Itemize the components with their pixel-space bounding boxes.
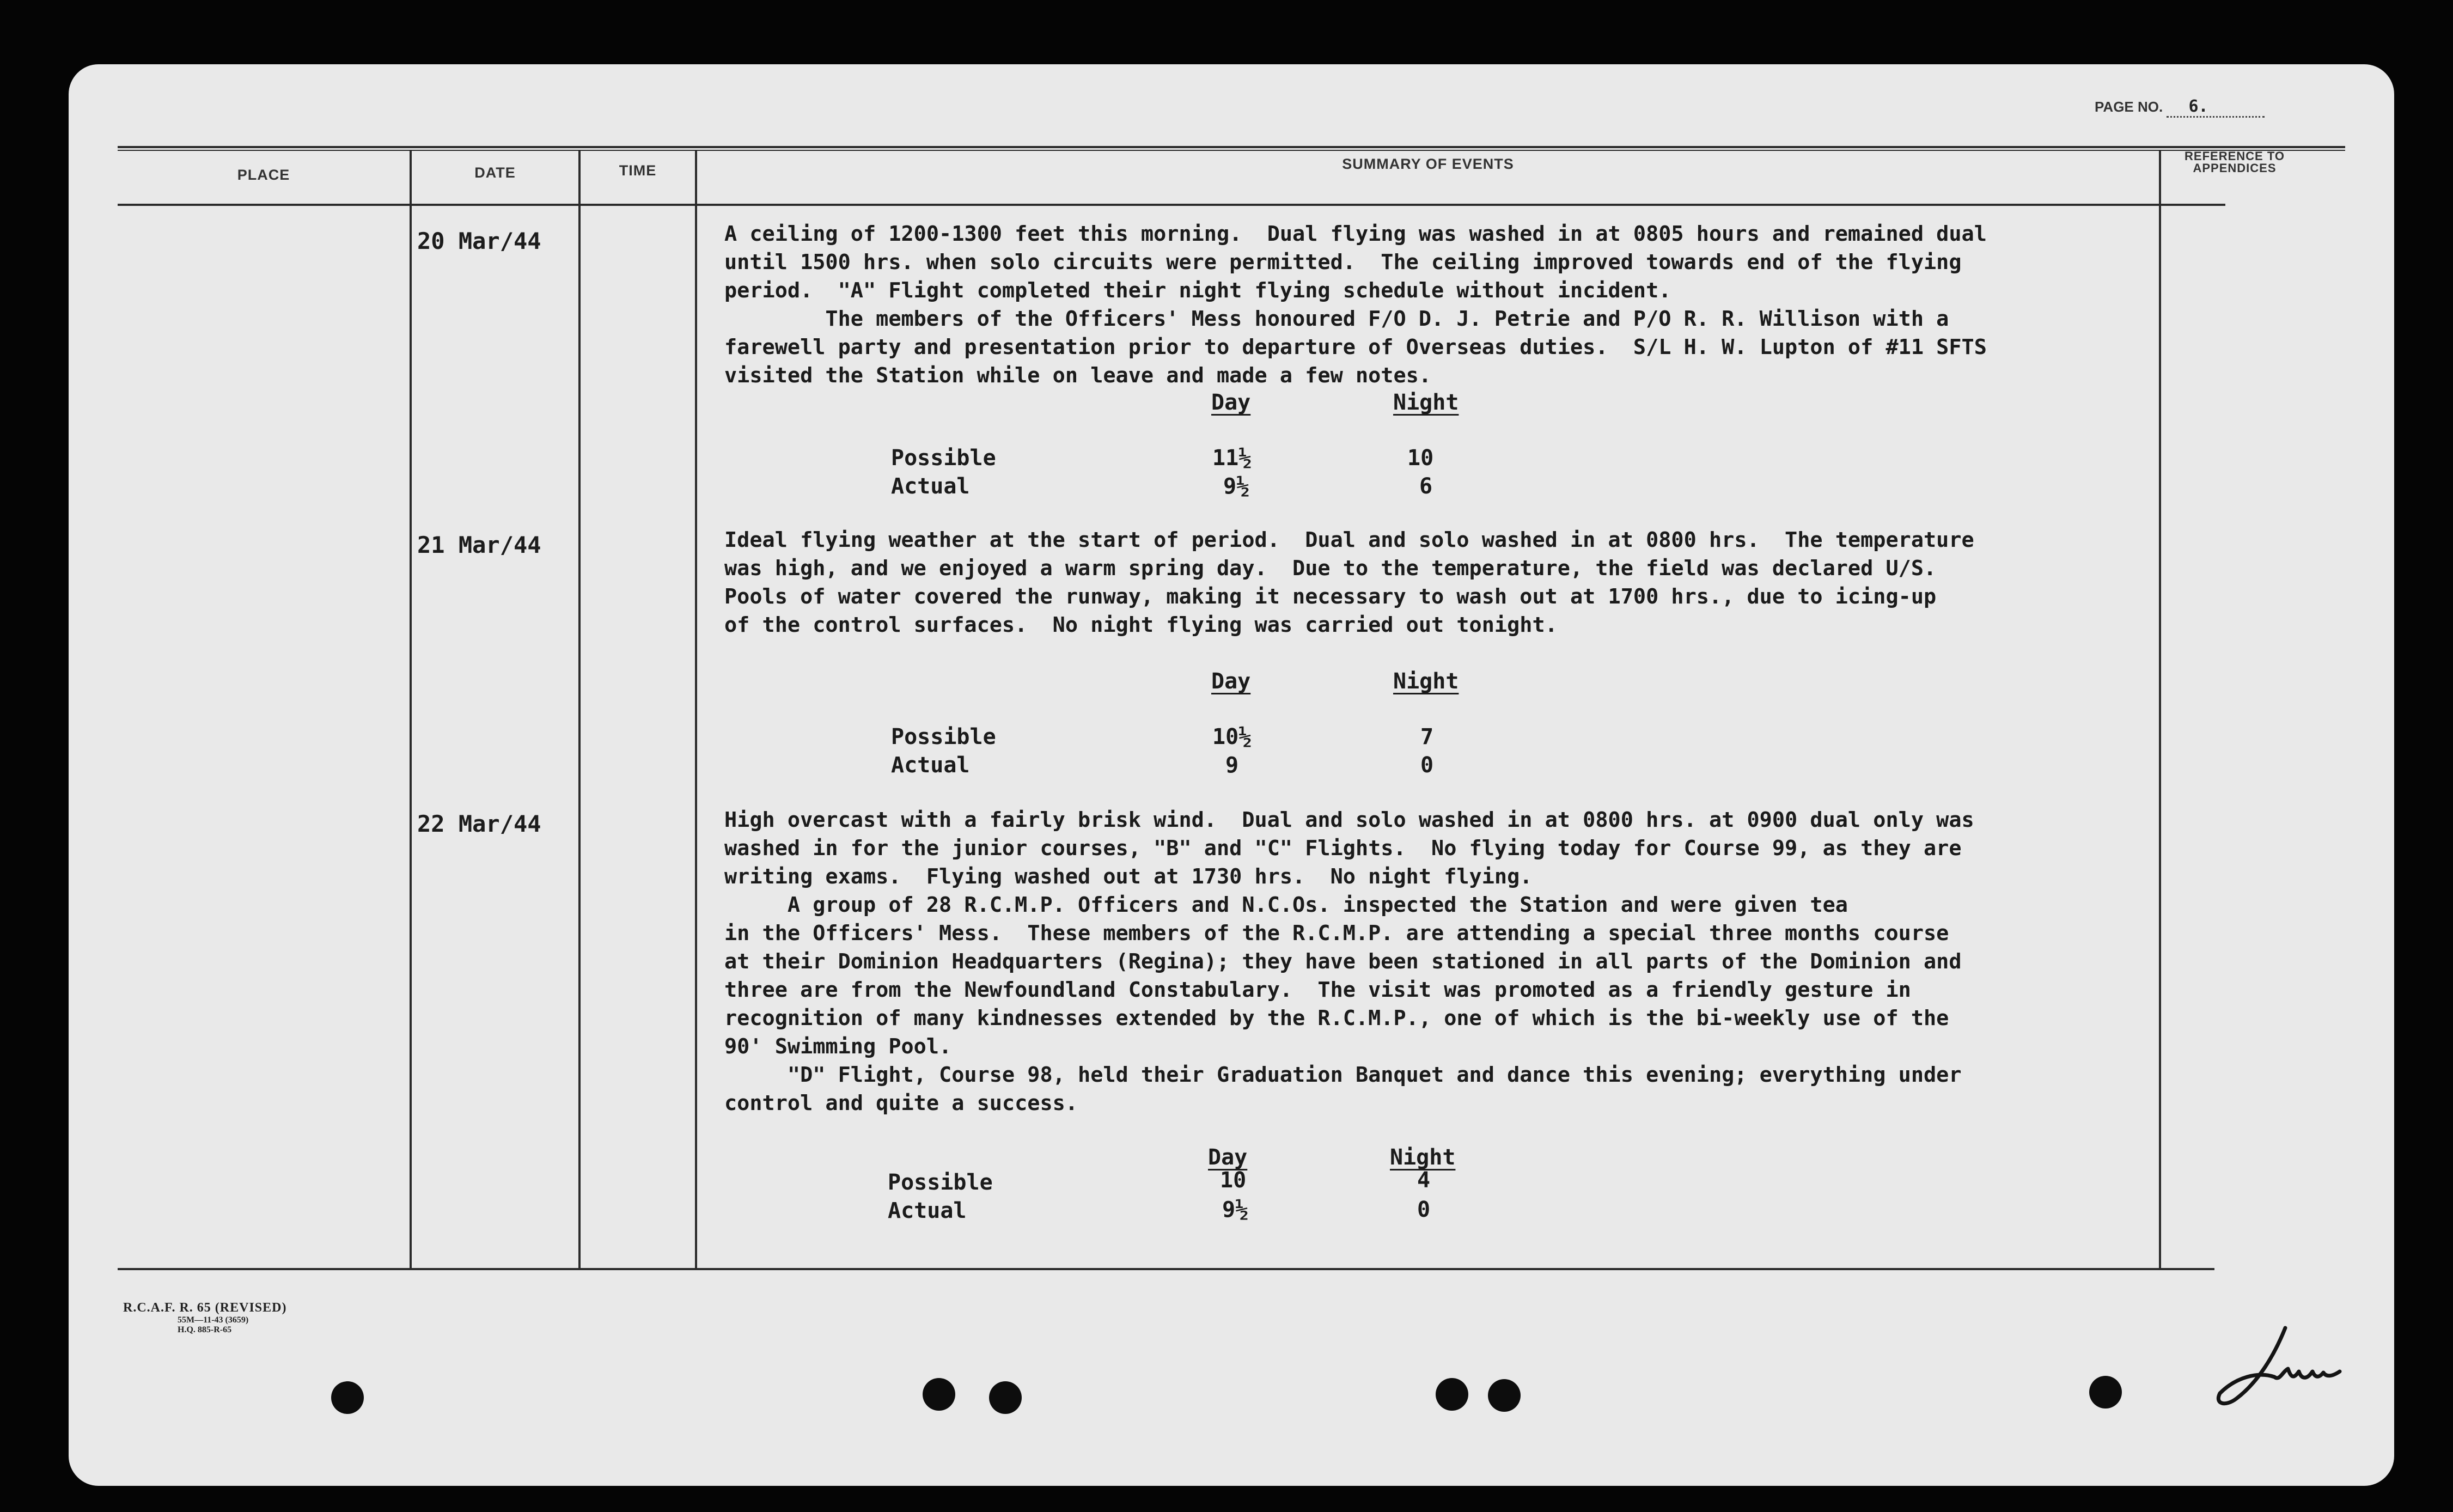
possible-label: Possible <box>888 1170 993 1195</box>
form-identifier <box>123 1301 286 1335</box>
entry-date: 22 Mar/44 <box>417 810 541 837</box>
diary-sheet <box>69 64 2394 1486</box>
header-top-rule <box>118 146 2345 148</box>
form-number: R.C.A.F. R. 65 (REVISED) <box>123 1301 287 1315</box>
actual-day: 9½ <box>1223 474 1250 499</box>
header-top-rule-thin <box>118 150 2345 151</box>
night-label: Night <box>1390 1145 1456 1170</box>
actual-day: 9½ <box>1222 1197 1249 1222</box>
punch-hole <box>331 1381 364 1414</box>
column-divider-place <box>410 150 412 1269</box>
possible-day: 10 <box>1220 1168 1247 1193</box>
possible-day: 10½ <box>1212 724 1252 749</box>
day-label: Day <box>1211 390 1251 415</box>
punch-hole <box>923 1378 955 1411</box>
header-place: PLACE <box>237 167 290 183</box>
possible-label: Possible <box>891 446 996 471</box>
page-number-label: PAGE NO. <box>2095 99 2163 115</box>
day-label: Day <box>1208 1145 1248 1170</box>
actual-night: 0 <box>1417 1197 1431 1222</box>
header-bottom-rule <box>118 204 2225 206</box>
possible-label: Possible <box>891 724 996 749</box>
possible-night: 4 <box>1417 1168 1431 1193</box>
column-divider-date <box>578 150 581 1269</box>
punch-hole <box>2089 1376 2122 1409</box>
actual-night: 6 <box>1419 474 1433 499</box>
night-label: Night <box>1393 390 1459 415</box>
punch-hole <box>989 1381 1022 1414</box>
night-label: Night <box>1393 669 1459 694</box>
punch-hole <box>1488 1379 1521 1412</box>
actual-label: Actual <box>891 753 970 778</box>
page-number <box>2095 97 2265 118</box>
header-reference-line1: REFERENCE TO <box>2184 149 2285 163</box>
actual-night: 0 <box>1420 753 1434 778</box>
possible-day: 11½ <box>1212 446 1252 471</box>
header-reference <box>2161 150 2308 174</box>
actual-label: Actual <box>891 474 970 499</box>
possible-night: 10 <box>1407 446 1434 471</box>
header-summary: SUMMARY OF EVENTS <box>1342 156 1514 172</box>
form-hq-ref: H.Q. 885-R-65 <box>178 1325 232 1334</box>
footer-rule <box>118 1268 2214 1270</box>
page-number-value: 6. <box>2167 97 2265 118</box>
entry-text: Ideal flying weather at the start of period. Dual and solo washed in at 0800 hrs. The temperature was high, and we enjoyed a warm spring day. Due to the temperature, the field was declared U/S. Pools of water covered the runway, making it necessary to wash out at 1700 hrs., due to icing-up of the control surfaces. No night flying was carried out tonight. <box>724 528 1974 637</box>
actual-label: Actual <box>888 1198 967 1223</box>
actual-day: 9 <box>1225 753 1239 778</box>
header-date: DATE <box>474 164 516 181</box>
entry-text: High overcast with a fairly brisk wind. Dual and solo washed in at 0800 hrs. at 0900 dual only was washed in for the junior courses, "B" and "C" Flights. No flying today for Course 99, as they are writing exams. Flying washed out at 1730 hrs. No night flying. A group of 28 R.C.M.P. Officers and N.C.Os. inspected the Station and were given tea in the Officers' Mess. These members of the R.C.M.P. are attending a special three months course at their Dominion Headquarters (Regina); they have been stationed in all parts of the Dominion and three are from the Newfoundland Constabulary. The visit was promoted as a friendly gesture in recognition of many kindnesses extended by the R.C.M.P., one of which is the bi-weekly use of the 90' Swimming Pool. "D" Flight, Course 98, held their Graduation Banquet and dance this evening; everything under control and quite a success. <box>724 808 1974 1115</box>
entry-text: A ceiling of 1200-1300 feet this morning. Dual flying was washed in at 0805 hours and remained dual until 1500 hrs. when solo circuits were permitted. The ceiling improved towards end of the flying period. "A" Flight completed their night flying schedule without incident. The members of the Officers' Mess honoured F/O D. J. Petrie and P/O R. R. Willison with a farewell party and presentation prior to departure of Overseas duties. S/L H. W. Lupton of #11 SFTS visited the Station while on leave and made a few notes. <box>724 222 1987 388</box>
form-print-run: 55M—11-43 (3659) <box>178 1315 249 1325</box>
header-reference-line2: APPENDICES <box>2193 161 2277 175</box>
entry-date: 20 Mar/44 <box>417 228 541 254</box>
header-time: TIME <box>619 162 657 179</box>
entry-date: 21 Mar/44 <box>417 532 541 558</box>
day-label: Day <box>1211 669 1251 694</box>
column-divider-time <box>695 150 697 1269</box>
punch-hole <box>1436 1378 1468 1411</box>
signature-mark <box>2193 1317 2400 1415</box>
possible-night: 7 <box>1420 724 1434 749</box>
